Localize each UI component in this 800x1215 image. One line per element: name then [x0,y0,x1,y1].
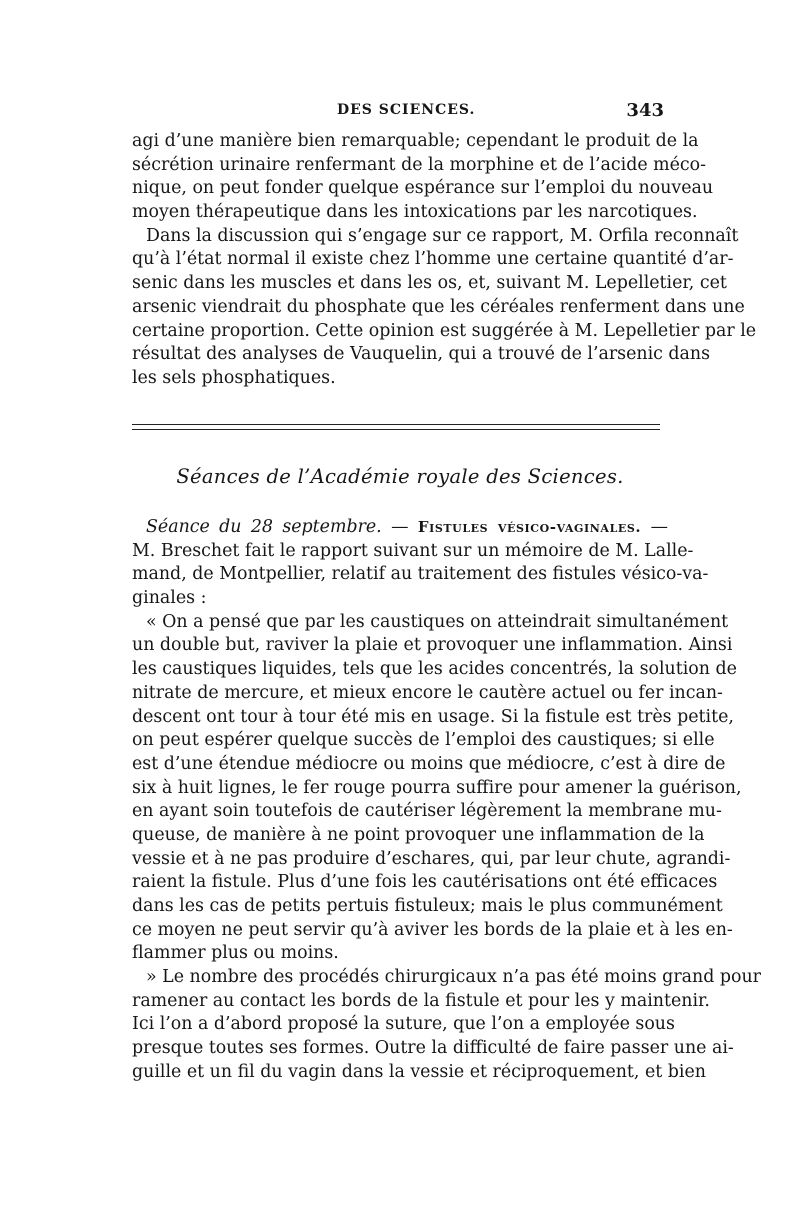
page-number: 343 [626,100,664,121]
text-line: descent ont tour à tour été mis en usage. Si la fistule est très petite, [132,706,734,727]
text-line: Ici l’on a d’abord proposé la suture, que l’on a employée sous [132,1014,675,1035]
text-line: sécrétion urinaire renfermant de la morphine et de l’acide méco- [132,154,707,175]
text-line: un double but, raviver la plaie et provoquer une inflammation. Ainsi [132,635,733,656]
separator-rule [132,424,660,425]
text-line: moyen thérapeutique dans les intoxications par les narcotiques. [132,202,698,223]
text-line: certaine proportion. Cette opinion est suggérée à M. Lepelletier par le [132,320,757,341]
text-line: dans les cas de petits pertuis fistuleux; mais le plus communément [132,896,723,916]
text-line: presque toutes ses formes. Outre la difficulté de faire passer une ai- [132,1038,734,1059]
seance-heading-line [132,516,668,540]
text-line: guille et un fil du vagin dans la vessie et réciproquement, et bien [132,1061,706,1082]
text-line: ramener au contact les bords de la fistule et pour les y maintenir. [132,990,710,1011]
seance-date: Séance du 28 septembre. [146,517,382,537]
text-line: vessie et à ne pas produire d’eschares, qui, par leur chute, agrandi- [132,848,731,869]
separator-rule [132,429,660,430]
paragraph-block-top [132,130,757,391]
running-title: DES SCIENCES. [337,102,476,118]
text-line: senic dans les muscles et dans les os, et, suivant M. Lepelletier, cet [132,273,727,294]
text-line: nitrate de mercure, et mieux encore le cautère actuel ou fer incan- [132,682,723,703]
dash: — [381,517,418,537]
paragraph-block-main [132,516,761,1085]
text-line: raient la fistule. Plus d’une fois les cautérisations ont été efficaces [132,872,718,893]
text-line: arsenic viendrait du phosphate que les céréales renferment dans une [132,296,745,317]
text-line: ce moyen ne peut servir qu’à aviver les bords de la plaie et à les en- [132,919,733,940]
text-line: résultat des analyses de Vauquelin, qui a trouvé de l’arsenic dans [132,344,711,365]
text-line: les caustiques liquides, tels que les acides concentrés, la solution de [132,659,737,680]
text-line: flammer plus ou moins. [132,943,339,964]
text-line: est d’une étendue médiocre ou moins que médiocre, c’est à dire de [132,753,726,774]
text-line: mand, de Montpellier, relatif au traitement des fistules vésico-va- [132,564,709,585]
text-line: on peut espérer quelque succès de l’emploi des caustiques; si elle [132,730,715,751]
text-line: les sels phosphatiques. [132,367,336,388]
text-line: six à huit lignes, le fer rouge pourra suffire pour amener la guérison, [132,777,742,798]
dash: — [641,517,669,537]
seance-topic: Fistules vésico-vaginales. [417,518,642,536]
text-line: queuse, de manière à ne point provoquer une inflammation de la [132,824,705,845]
text-line: « On a pensé que par les caustiques on atteindrait simultanément [146,611,729,632]
text-line: nique, on peut fonder quelque espérance sur l’emploi du nouveau [132,178,714,199]
page-header [132,100,668,124]
text-line: ginales : [132,588,207,609]
text-line: » Le nombre des procédés chirurgicaux n’a pas été moins grand pour [146,967,761,988]
section-title: Séances de l’Académie royale des Sciences. [176,465,624,488]
text-line: M. Breschet fait le rapport suivant sur un mémoire de M. Lalle- [132,540,694,561]
text-line: en ayant soin toutefois de cautériser légèrement la membrane mu- [132,801,722,822]
text-line: Dans la discussion qui s’engage sur ce rapport, M. Orfila reconnaît [146,225,739,246]
text-line: qu’à l’état normal il existe chez l’homme une certaine quantité d’ar- [132,249,734,270]
text-line: agi d’une manière bien remarquable; cependant le produit de la [132,131,699,151]
